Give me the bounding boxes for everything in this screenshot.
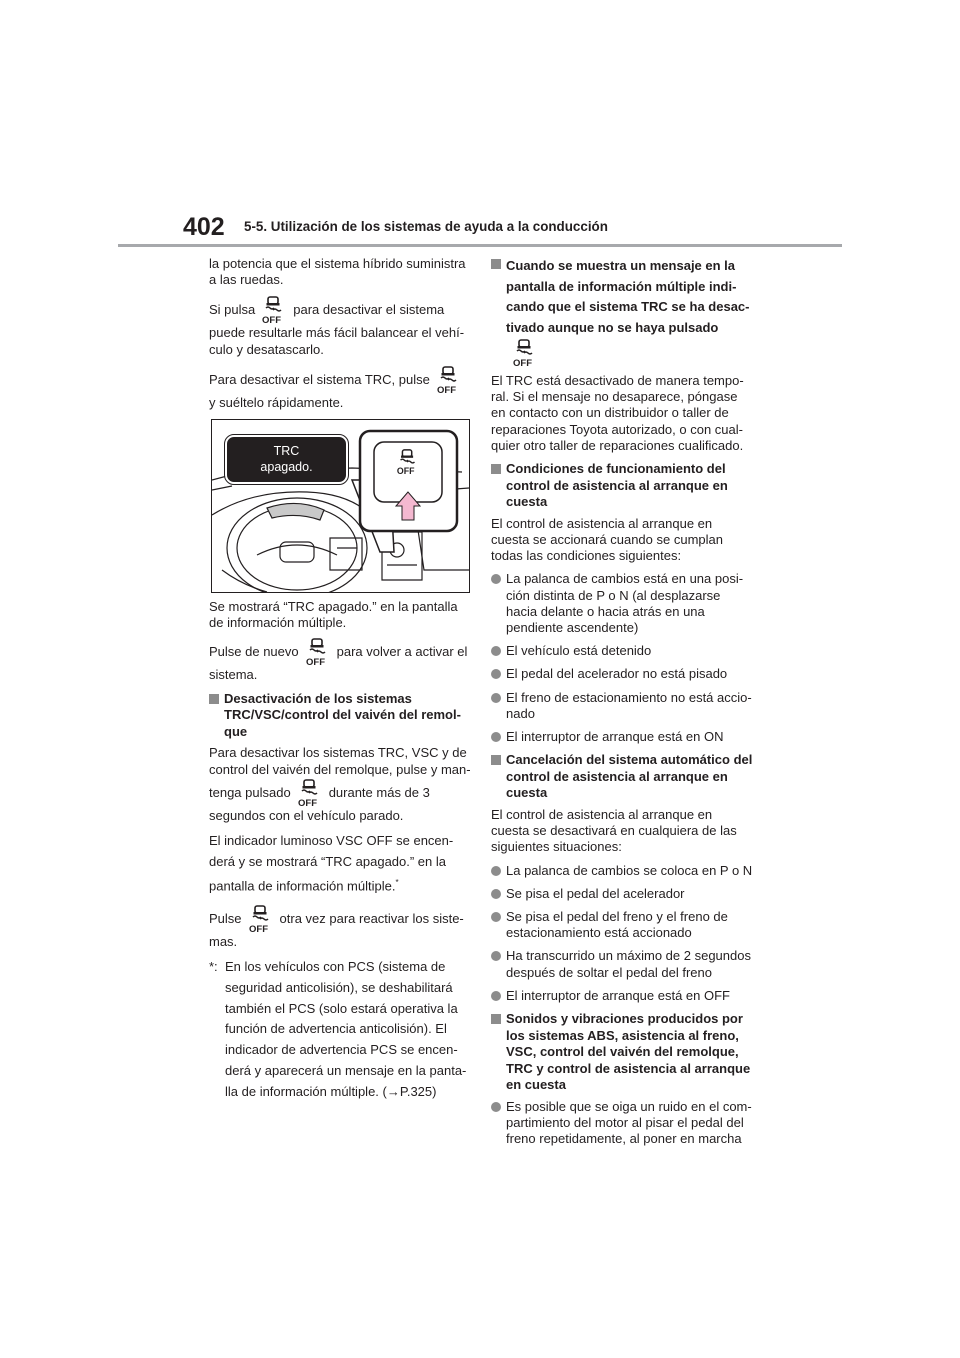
subheading: Condiciones de funcionamiento del control de asistencia al arranque en cuesta — [491, 461, 753, 511]
multi-info-display-message — [225, 435, 348, 484]
text: y suéltelo rápidamente. — [209, 394, 344, 410]
round-bullet-icon — [491, 693, 501, 703]
right-column — [491, 256, 753, 1155]
round-bullet-icon — [491, 1102, 501, 1112]
list-item: La palanca de cambios se coloca en P o N — [491, 863, 753, 879]
round-bullet-icon — [491, 669, 501, 679]
round-bullet-icon — [491, 732, 501, 742]
bullet-list — [491, 863, 753, 1004]
subheading: Cuando se muestra un mensaje en la pantalla de información múltiple indi-cando que el sistema TRC se ha desac-tivado aunque no se haya pulsado — [491, 256, 753, 368]
paragraph — [209, 295, 471, 357]
trc-off-switch-icon — [304, 637, 332, 667]
paragraph: Se mostrará “TRC apagado.” en la pantalla de información múltiple. — [209, 599, 458, 631]
round-bullet-icon — [491, 889, 501, 899]
subheading: Sonidos y vibraciones producidos por los sistemas ABS, asistencia al freno, VSC, control del vaivén del remolque, TRC y control de asistencia al arranque en cuesta — [491, 1011, 753, 1094]
round-bullet-icon — [491, 866, 501, 876]
paragraph — [209, 365, 471, 411]
message-line: TRC — [273, 444, 300, 459]
trc-off-switch-icon — [260, 295, 288, 325]
trc-off-switch-icon — [296, 778, 324, 808]
list-item: La palanca de cambios está en una posi-ción distinta de P o N (al desplazarse hacia delante o hacia atrás en una pendiente ascendente) — [491, 571, 753, 636]
subheading: Cancelación del sistema automático del control de asistencia al arranque en cuesta — [491, 752, 753, 802]
square-bullet-icon — [209, 694, 219, 704]
trc-off-switch-icon — [435, 365, 463, 395]
round-bullet-icon — [491, 574, 501, 584]
list-item: Ha transcurrido un máximo de 2 segundos después de soltar el pedal del freno — [491, 948, 753, 980]
text: durante más de 3 segundos con el vehículo parado. — [209, 784, 430, 823]
message-line: apagado. — [260, 460, 313, 475]
header-rule — [118, 244, 842, 247]
section-title: 5-5. Utilización de los sistemas de ayuda a la conducción — [244, 219, 608, 234]
text: El indicador luminoso VSC OFF se encen-derá y se mostrará “TRC apagado.” en la pantalla de información múltiple. — [209, 833, 454, 893]
text: Pulse de nuevo — [209, 644, 299, 660]
list-item: El pedal del acelerador no está pisado — [491, 666, 753, 682]
bullet-list — [491, 571, 753, 745]
left-column — [209, 256, 471, 1103]
square-bullet-icon — [491, 755, 501, 765]
list-item: El freno de estacionamiento no está accio-nado — [491, 690, 753, 722]
text: para volver a activar el sistema. — [209, 644, 468, 683]
list-item: El interruptor de arranque está en ON — [491, 729, 753, 745]
list-item: El vehículo está detenido — [491, 643, 753, 659]
square-bullet-icon — [491, 259, 501, 269]
trc-off-switch-icon — [247, 904, 275, 934]
text: para desactivar el sistema puede resultarle más fácil balancear el vehí-culo y desatascarlo. — [209, 302, 465, 357]
paragraph: la potencia que el sistema híbrido suministra a las ruedas. — [209, 256, 466, 288]
round-bullet-icon — [491, 646, 501, 656]
page-header — [0, 0, 960, 250]
text: otra vez para reactivar los siste-mas. — [209, 910, 464, 949]
footnote-text: En los vehículos con PCS (sistema de seguridad anticolisión), se deshabilitará también el PCS (solo estará operativa la función de advertencia anticolisión). El indicador de advertencia PCS se encen-derá y aparecerá un mensaje en la panta-lla de información múltiple. (→P.325) — [225, 958, 467, 1099]
paragraph: El control de asistencia al arranque en cuesta se accionará cuando se cumplan todas las condiciones siguientes: — [491, 515, 723, 564]
text: Para desactivar el sistema TRC, pulse — [209, 371, 430, 387]
page-number: 402 — [183, 213, 225, 241]
bullet-list — [491, 1099, 753, 1148]
paragraph — [209, 637, 471, 683]
square-bullet-icon — [491, 1014, 501, 1024]
paragraph: El control de asistencia al arranque en cuesta se desactivará en cualquiera de las siguientes situaciones: — [491, 807, 737, 855]
square-bullet-icon — [491, 464, 501, 474]
subheading: Desactivación de los sistemas TRC/VSC/control del vaivén del remol-que — [209, 691, 471, 741]
paragraph: El TRC está desactivado de manera tempo-ral. Si el mensaje no desaparece, póngase en contacto con un distribuidor o taller de reparaciones Toyota autorizado, o con cual-quier otro taller de reparaciones cualificado. — [491, 373, 744, 453]
round-bullet-icon — [491, 951, 501, 961]
round-bullet-icon — [491, 912, 501, 922]
footnote-mark: *: — [209, 958, 218, 974]
footnote-ref: * — [395, 877, 399, 887]
list-item: Se pisa el pedal del freno y el freno de estacionamiento está accionado — [491, 909, 753, 941]
round-bullet-icon — [491, 991, 501, 1001]
paragraph — [209, 904, 471, 950]
list-item: Es posible que se oiga un ruido en el com-partimiento del motor al pisar el pedal del freno repetidamente, al poner en marcha — [491, 1099, 753, 1148]
dashboard-illustration — [211, 419, 470, 593]
paragraph — [209, 831, 471, 897]
trc-off-switch-icon — [511, 338, 539, 368]
paragraph — [209, 745, 471, 824]
list-item: El interruptor de arranque está en OFF — [491, 988, 753, 1004]
text: Si pulsa — [209, 302, 256, 318]
list-item: Se pisa el pedal del acelerador — [491, 886, 753, 902]
text: Para desactivar los sistemas TRC, VSC y de control del vaivén del remolque, pulse y man-tenga pulsado — [209, 745, 471, 800]
footnote — [209, 957, 471, 1103]
text: Pulse — [209, 910, 242, 926]
